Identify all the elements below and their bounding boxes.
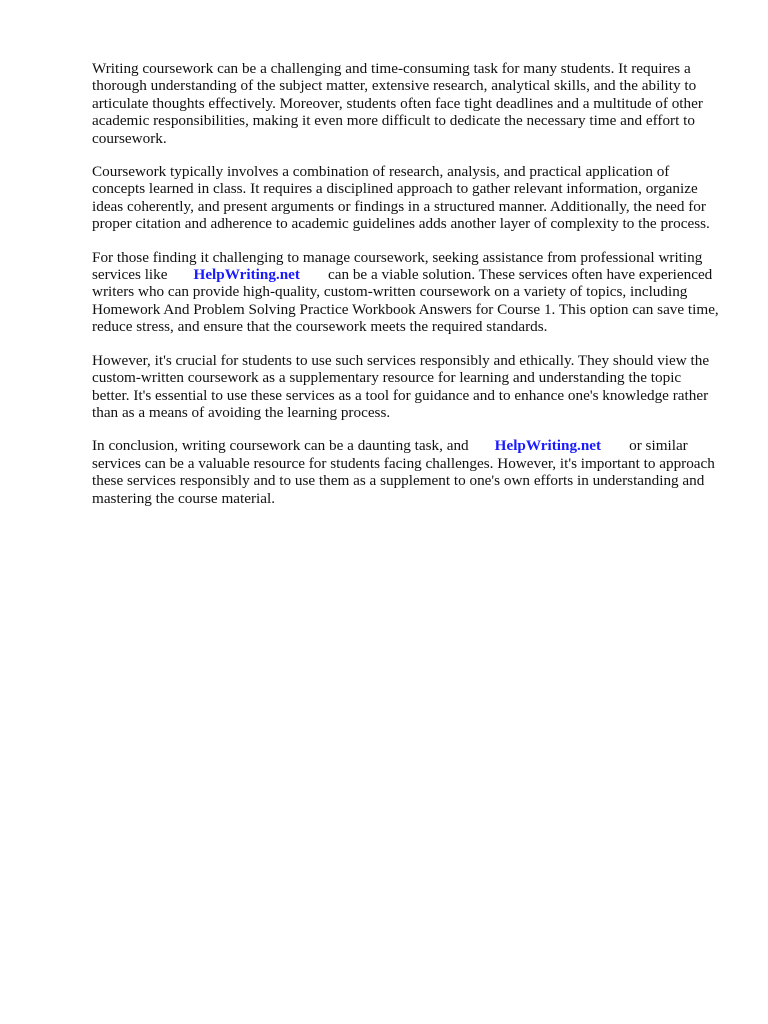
paragraph-assistance-text-after: can be a viable solution. These services often have experienced writers who can provide high-quality, custom-written coursework on a variety of topics, including Homework And Problem Solving Practice Workbook Answers for Course 1. This option can save time, reduce stress, and ensure that the coursework meets the required standards. [92, 266, 719, 336]
paragraph-conclusion [92, 437, 722, 507]
paragraph-conclusion-text-after: or similar services can be a valuable resource for students facing challenges. However, it's important to approach these services responsibly and to use them as a supplement to one's own efforts in understanding and mastering the course material. [92, 437, 715, 507]
paragraph-intro: Writing coursework can be a challenging and time-consuming task for many students. It requires a thorough understanding of the subject matter, extensive research, analytical skills, and the ability to articulate thoughts effectively. Moreover, students often face tight deadlines and a multitude of other academic responsibilities, making it even more difficult to dedicate the necessary time and effort to coursework. [92, 60, 703, 147]
helpwriting-link-conclusion[interactable]: HelpWriting.net [494, 437, 602, 455]
paragraph-assistance-text-before: For those finding it challenging to manage coursework, seeking assistance from professional writing services like [92, 248, 703, 284]
document-body [92, 60, 722, 523]
paragraph-conclusion-text-before: In conclusion, writing coursework can be a daunting task, and [92, 437, 469, 455]
paragraph-responsibility: However, it's crucial for students to use such services responsibly and ethically. They should view the custom-written coursework as a supplementary resource for learning and understanding the topic better. It's essential to use these services as a tool for guidance and to enhance one's knowledge rather than as a means of avoiding the learning process. [92, 351, 710, 421]
paragraph-coursework-nature: Coursework typically involves a combination of research, analysis, and practical application of concepts learned in class. It requires a disciplined approach to gather relevant information, organize ideas coherently, and present arguments or findings in a structured manner. Additionally, the need for proper citation and adherence to academic guidelines adds another layer of complexity to the process. [92, 163, 710, 233]
helpwriting-link[interactable]: HelpWriting.net [193, 266, 300, 284]
paragraph-assistance [92, 249, 722, 336]
